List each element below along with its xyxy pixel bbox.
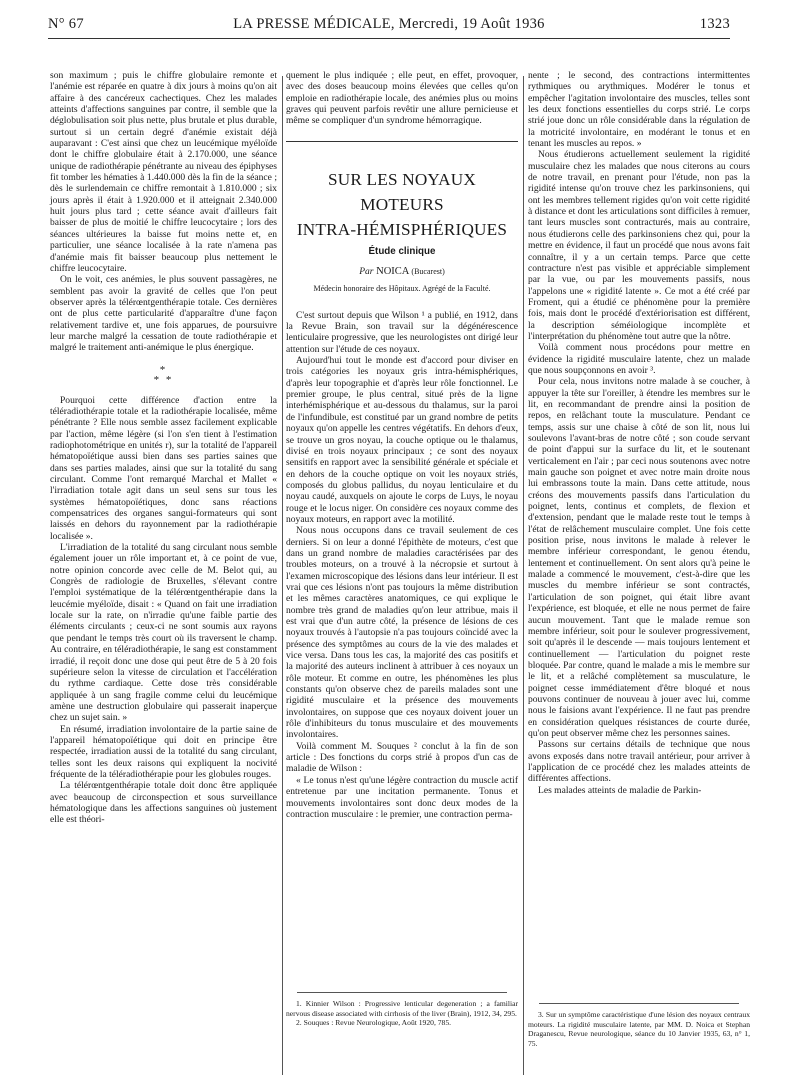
paragraph: La télérœntgenthérapie totale doit donc être appliquée avec beaucoup de circonspection et sous surveillance hématologique dans les affections sanguines où justement elle est théori-: [50, 780, 277, 826]
article-title-line-2: INTRA-HÉMISPHÉRIQUES: [296, 219, 508, 239]
paragraph: Voilà comment nous procédons pour mettre en évidence la rigidité musculaire latente, chez un malade que nous soupçonnons en avoir ³.: [528, 342, 750, 376]
paragraph: son maximum ; puis le chiffre globulaire remonte et l'anémie est réparée en quatre à dix jours à moins qu'on ait affaire à des cancéreux cachectiques. Chez les malades atteints d'affections sanguines par contre, il semble que la déglobulisation soit plus nette, plus brutale et plus durable, surtout si un certain degré d'anémie existait déjà auparavant : C'est ainsi que chez un leucémique myéloïde dont le chiffre globulaire était à 2.170.000, une séance unique de radiothérapie pénétrante au niveau des épiphyses fit tomber les hématies à 1.440.000 dès la fin de la séance ; dès le surlendemain ce chiffre remontait à 1.810.000 ; six jours après il était à 1.920.000 et il atteignait 2.340.000 huit jours plus tard ; cette séance avait d'ailleurs fait baisser de plus de moitié le chiffre leucocytaire ; lors des séances ultérieures la baisse fut moins nette et, en particulier, une séance localisée à la rate n'amena pas d'anémie mais fit baisser beaucoup plus nettement le chiffre leucocytaire.: [50, 70, 277, 274]
article-title-line-1: SUR LES NOYAUX MOTEURS: [328, 169, 476, 214]
author-city: (Bucarest): [411, 266, 445, 276]
paragraph: « Le tonus n'est qu'une légère contraction du muscle actif entretenue par une incitation permanente. Tonus et mouvements involontaires sont donc deux modes de la contraction musculaire : le premier, une contraction perma-: [286, 774, 518, 820]
footnote: 1. Kinnier Wilson : Progressive lenticular degeneration ; a familiar nervous disease associated with cirrhosis of the liver (Brain), 1912, 34, 295.: [286, 999, 518, 1018]
paragraph: On le voit, ces anémies, le plus souvent passagères, ne semblent pas avoir la gravité de celles que l'on peut observer après la télérœntgenthérapie totale. Ces dernières ont de plus cette particularité d'apparaître d'une façon relativement tardive et, une fois apparues, de poursuivre leur marche malgré la cessation de toute radiothérapie et malgré le traitement anti-anémique le plus énergique.: [50, 274, 277, 354]
header-rule: [48, 38, 730, 39]
paragraph: Aujourd'hui tout le monde est d'accord pour diviser en trois catégories les noyaux gris intra-hémisphériques, d'après leur topographie et d'après leur rôle fonctionnel. Le premier groupe, le plus central, situé près de la ligne interhémisphérique et au-dessous du thalamus, sur la paroi de l'infundibule, est constitué par un grand nombre de petits noyaux qu'on appelle les centres végétatifs. En dehors d'eux, se trouve un gros noyau, la couche optique ou le thalamus, divisé en trois noyaux principaux ; ce sont des noyaux sensitifs en rapport avec la sensibilité générale et spéciale et en dehors de la couche optique on voit les noyaux striés, composés du globus pallidus, du noyau lenticulaire et du noyau caudé, auxquels on ajoute le corps de Luys, le noyau rouge et le locus niger. On considère ces noyaux comme des noyaux moteurs, en rapport avec la motilité.: [286, 355, 518, 525]
article-author: [286, 265, 518, 279]
page-number: 1323: [699, 16, 730, 32]
paragraph: L'irradiation de la totalité du sang circulant nous semble également jouer un rôle important et, à ce point de vue, notre opinion concorde avec celle de M. Belot qui, au Congrès de radiologie de Bruxelles, s'élevant contre l'emploi systématique de la télérœntgenthérapie dans la leucémie myéloïde, disait : « Quand on fait une irradiation locale sur la rate, on n'irradie qu'une faible partie des éléments circulants ; ceux-ci ne sont soumis aux rayons que pendant le temps très court où ils traversent le champ. Au contraire, en téléradiothérapie, le sang est constamment irradié, il reçoit donc une dose qui peut être de 5 à 20 fois supérieure selon la vitesse de circulation et l'accélération du rythme cardiaque. Cette dose très considérable appliquée à un sang fragile comme celui du leucémique amène une destruction globulaire qui passerait inaperçue chez un sujet sain. »: [50, 542, 277, 724]
article-separator-rule: [286, 141, 518, 142]
author-name: NOICA: [376, 265, 409, 277]
paragraph: Pour cela, nous invitons notre malade à se coucher, à appuyer la tête sur l'oreiller, à étendre les membres sur le lit, en recommandant de prendre ainsi la position de repos, en relâchant toute la musculature. Pendant ce temps, assis sur une chaise à côté de son lit, nous lui soulevons l'avant-bras de notre côté ; son coude servant de point d'appui sur la surface du lit, et le soutenant verticalement en l'air ; par ceci nous soutenons avec notre main gauche son poignet et avec notre main droite nous lui embrassons toute la main. Dans cette attitude, nous créons des mouvements passifs dans l'articulation du poignet, lents, continus et complets, de flexion et d'extension, pendant que le malade reste tout le temps à l'état de relâchement musculaire complet. Une fois cette position prise, nous invitons le malade à relever le membre inférieur correspondant, le genou étendu, lentement et continuellement. On sent alors qu'à peine le malade a commencé le mouvement, c'est-à-dire que les muscles du membre inférieur se sont contractés, l'articulation de son poignet, qui était libre avant l'expérience, est bloquée, et elle ne nous permet de faire aucun mouvement. Tant que le malade remue son membre inférieur, soit pour le soulever progressivement, soit qu'après il le descende — mais toujours lentement et continuellement — l'articulation du poignet reste bloquée. Par contre, quand le malade a mis le membre sur le lit, et a relâché complètement sa musculature, le poignet cesse immédiatement d'être bloqué et nous pouvons continuer de nouveau à jouer avec lui, comme nous le faisions avant l'expérience. Il ne faut pas prendre en considération quelques résistances de courte durée, qu'on peut observer même chez les personnes saines.: [528, 376, 750, 739]
column-divider-2: [523, 76, 524, 1075]
footnotes-column-2: [286, 992, 518, 1028]
paragraph: Les malades atteints de maladie de Parkin-: [538, 784, 702, 796]
paragraph: Passons sur certains détails de technique que nous avons exposés dans notre travail antérieur, pour arriver à l'application de ce procédé chez les malades atteints de différentes affections.: [528, 739, 750, 785]
journal-title: LA PRESSE MÉDICALE, Mercredi, 19 Août 1936: [233, 16, 545, 32]
section-separator: [50, 365, 277, 385]
footnote-rule: [539, 1003, 739, 1004]
footnotes-column-3: [528, 1003, 750, 1048]
separator-star-bottom: * *: [153, 373, 174, 386]
article-heading: [286, 167, 518, 294]
page-header: [48, 16, 730, 36]
author-prefix: Par: [359, 266, 374, 277]
column-2: [286, 70, 518, 820]
paragraph: Voilà comment M. Souques ² conclut à la fin de son article : Des fonctions du corps strié à propos d'un cas de maladie de Wilson :: [286, 740, 518, 775]
article-subtitle: Étude clinique: [368, 245, 436, 257]
column-3: [528, 70, 750, 796]
footnote: 3. Sur un symptôme caractéristique d'une lésion des noyaux centraux moteurs. La rigidité musculaire latente, par MM. D. Noica et Stephan Draganescu, Revue neurologique, séance du 10 Janvier 1935, 63, n° 1, 75.: [528, 1010, 750, 1048]
issue-number: N° 67: [48, 16, 84, 32]
paragraph: nente ; le second, des contractions intermittentes rythmiques ou arythmiques. Modérer le tonus et empêcher l'agitation involontaire des muscles, telles sont les deux fonctions essentielles du corps strié. Le corps strié joue donc un rôle considérable dans la régulation de la motricité involontaire, en modérant le tonus et en tenant les muscles au repos. »: [528, 70, 750, 150]
footnote: 2. Souques : Revue Neurologique, Août 1920, 785.: [296, 1018, 452, 1027]
paragraph: C'est surtout depuis que Wilson ¹ a publié, en 1912, dans la Revue Brain, son travail sur la dégénérescence lenticulaire progressive, que les neurologistes ont dirigé leur attention sur l'étude de ces noyaux.: [286, 309, 518, 355]
paragraph: Nous nous occupons dans ce travail seulement de ces derniers. Si on leur a donné l'épithète de moteurs, c'est que dans un grand nombre de maladies caractérisées par des troubles moteurs, on a trouvé à la nécropsie et surtout à l'examen microscopique des lésions dans leur intérieur. Il est vrai que ces lésions n'ont pas toujours la même distribution et les mêmes caractères anatomiques, ce qui explique le nombre très grand de maladies qu'on leur attribue, mais il est vrai que d'un autre côté, la présence de lésions de ces noyaux trouvés à l'autopsie n'a pas toujours coïncidé avec la présence des symptômes au cours de la vie des malades et vice versa. Dans tous les cas, la majorité des cas positifs et la majorité des auteurs inclinent à attribuer à ces noyaux un rôle moteur. Et comme en outre, les phénomènes les plus constants qu'on observe chez de pareils malades sont une rigidité musculaire et la présence des mouvements involontaires, on suppose que ces noyaux doivent jouer un rôle d'inhibiteurs du tonus musculaire et des mouvements involontaires.: [286, 525, 518, 741]
column-1: [50, 70, 277, 826]
column-divider-1: [282, 76, 283, 1075]
paragraph: Pourquoi cette différence d'action entre la téléradiothérapie totale et la radiothérapie localisée, même pénétrante ? Elle nous semble assez facilement explicable par l'action, même légère (si l'on s'en tient à l'estimation radiophotométrique en unités r), sur la totalité de l'appareil hématopoïétique aussi bien dans ses parties saines que dans ses parties malades, ainsi que sur la totalité du sang circulant. Comme l'ont remarqué Marchal et Mallet « l'irradiation totale agit dans un seul sens sur tous les systèmes hématopoïétiques, donc sans réactions compensatrices des organes sangui-formateurs qui sont laissés en dehors du rayonnement par la radiothérapie localisée ».: [50, 394, 277, 542]
footnote-rule: [297, 992, 507, 993]
separator-star-top: *: [159, 363, 168, 376]
paragraph: quement le plus indiquée ; elle peut, en effet, provoquer, avec des doses beaucoup moins élevées que celles qu'on emploie en radiothérapie locale, des anémies plus ou moins graves qui peuvent parfois revêtir une allure pernicieuse et même se compliquer d'un syndrome hémorragique.: [286, 70, 518, 127]
paragraph: En résumé, irradiation involontaire de la partie saine de l'appareil hématopoïétique qui doit en principe être respectée, irradiation aussi de la totalité du sang circulant, telles sont les deux raisons qui expliquent la nocivité fréquente de la téléradiothérapie pour les globules rouges.: [50, 723, 277, 780]
author-affiliation: Médecin honoraire des Hôpitaux. Agrégé de la Faculté.: [313, 283, 491, 293]
paragraph: Nous étudierons actuellement seulement la rigidité musculaire chez les malades que nous citerons au cours de notre travail, en prenant pour l'étude, non pas la rigidité intense qu'on trouve chez les parkinsoniens, qui ont les membres tellement rigides qu'on voit cette rigidité à distance et dont les articulations sont difficiles à remuer, tant leurs muscles sont contracturés, mais au contraire, nous étudierons celle des parkinsoniens chez qui, pour la mettre en évidence, il faut un procédé que nous avons fait connaître, il y a un certain temps. Parce que cette contracture n'est pas visible et appréciable simplement par la vue, ou par les mouvements passifs, nous l'appelons une « rigidité latente ». Ce mot a été créé par Froment, qui a étudié ce phénomène pour la première fois, mais dont le procédé d'extériorisation est différent, la description séméiologique incomplète et l'interprétation du phénomène tout autre que la nôtre.: [528, 149, 750, 342]
